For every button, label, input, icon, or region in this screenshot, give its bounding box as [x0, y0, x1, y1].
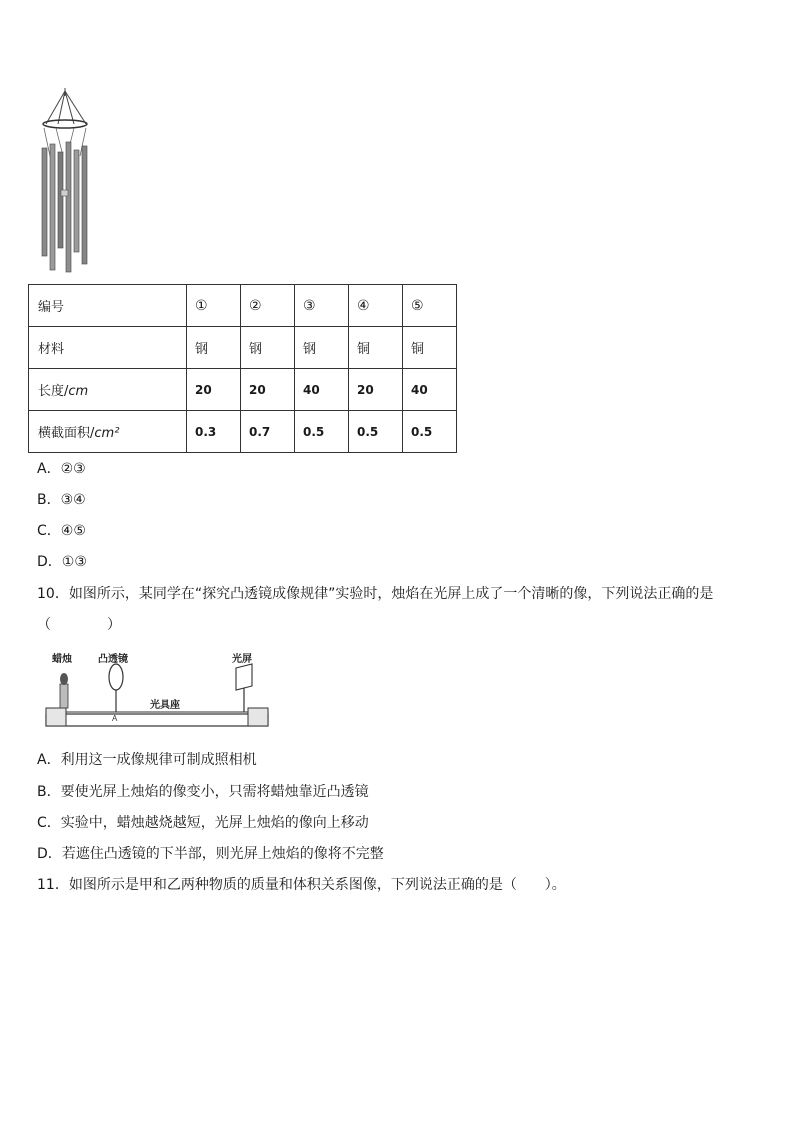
table-cell: 钢 — [295, 327, 349, 369]
q10-option-a: A．利用这一成像规律可制成照相机 — [37, 752, 257, 768]
bench-label: 光具座 — [150, 700, 180, 711]
lens-label: 凸透镜 — [98, 654, 128, 665]
q10-stem: 10．如图所示，某同学在“探究凸透镜成像规律”实验时，烛焰在光屏上成了一个清晰的像，下列说法正确的是 — [37, 586, 714, 602]
table-cell: 20 — [349, 369, 403, 411]
screen-label: 光屏 — [232, 654, 252, 665]
table-cell: 0.3 — [187, 411, 241, 453]
row-header — [29, 369, 187, 411]
q10-option-c: C．实验中，蜡烛越烧越短，光屏上烛焰的像向上移动 — [37, 815, 369, 831]
optical-bench-figure — [42, 648, 274, 734]
table-cell: 0.5 — [403, 411, 457, 453]
row-header-unit: cm — [68, 384, 89, 399]
table-cell: 钢 — [241, 327, 295, 369]
q9-option-b: B．③④ — [37, 492, 86, 508]
table-cell: 铜 — [349, 327, 403, 369]
row-header: 材料 — [29, 327, 187, 369]
row-header-unit: cm² — [94, 426, 120, 441]
row-header: 编号 — [29, 285, 187, 327]
table-cell: 0.7 — [241, 411, 295, 453]
table-cell: 0.5 — [349, 411, 403, 453]
q9-option-a: A．②③ — [37, 461, 86, 477]
table-cell: 铜 — [403, 327, 457, 369]
table-row — [29, 369, 457, 411]
svg-text:A: A — [112, 714, 118, 723]
table-cell: ① — [187, 285, 241, 327]
table-cell: ③ — [295, 285, 349, 327]
row-header-text: 横截面积/ — [38, 426, 95, 441]
q10-answer-paren: （ ） — [37, 617, 121, 633]
table-cell: 钢 — [187, 327, 241, 369]
table-cell: ② — [241, 285, 295, 327]
table-row — [29, 411, 457, 453]
table-cell: 20 — [187, 369, 241, 411]
q10-option-b: B．要使光屏上烛焰的像变小，只需将蜡烛靠近凸透镜 — [37, 784, 369, 800]
candle-label: 蜡烛 — [52, 654, 72, 665]
table-cell: 40 — [295, 369, 349, 411]
table-cell: 20 — [241, 369, 295, 411]
table-cell: 40 — [403, 369, 457, 411]
row-header — [29, 411, 187, 453]
material-table — [28, 284, 457, 453]
q9-option-d: D．①③ — [37, 554, 87, 570]
table-cell: 0.5 — [295, 411, 349, 453]
q10-option-d: D．若遮住凸透镜的下半部，则光屏上烛焰的像将不完整 — [37, 846, 384, 862]
q11-stem: 11．如图所示是甲和乙两种物质的质量和体积关系图像，下列说法正确的是（ ）。 — [37, 877, 566, 893]
wind-chime-figure — [36, 86, 94, 276]
q9-option-c: C．④⑤ — [37, 523, 86, 539]
table-cell: ⑤ — [403, 285, 457, 327]
table-cell: ④ — [349, 285, 403, 327]
row-header-text: 长度/ — [38, 384, 69, 399]
table-row — [29, 285, 457, 327]
table-row — [29, 327, 457, 369]
